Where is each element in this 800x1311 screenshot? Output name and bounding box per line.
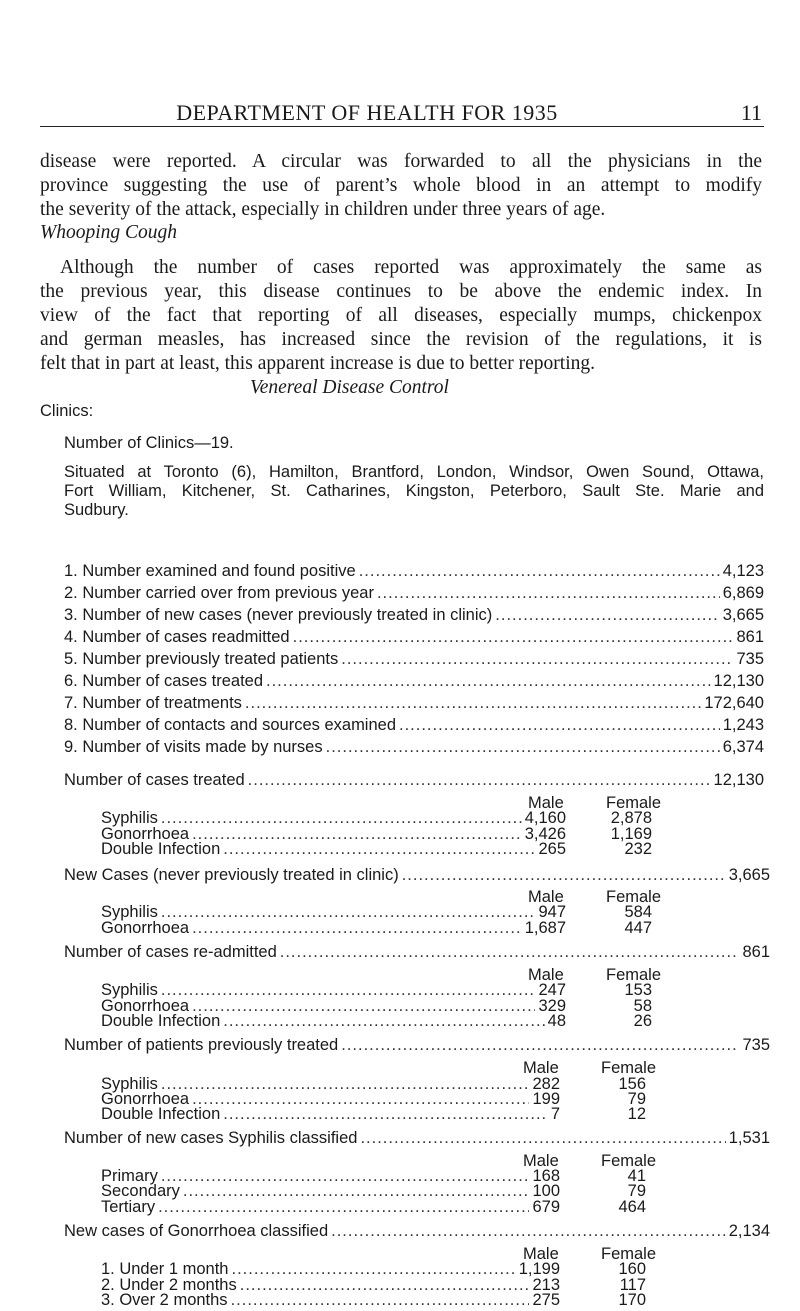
breakdown-row [101, 1011, 566, 1032]
leader-dots [341, 649, 733, 670]
section-total [64, 1221, 770, 1242]
leader-dots [495, 605, 719, 626]
breakdown-row-label: Gonorrhoea [101, 997, 190, 1015]
section-total-label: Number of new cases Syphilis classified [64, 1129, 358, 1147]
male-value: 48 [547, 1012, 566, 1030]
female-value: 160 [618, 1260, 646, 1278]
whooping-line: Although the number of cases reported was approximately the same as [60, 257, 762, 278]
section-total [64, 865, 770, 886]
leader-dots [399, 715, 720, 736]
leader-dots [377, 583, 720, 604]
venereal-disease-heading: Venereal Disease Control [250, 377, 449, 398]
stat-row [64, 649, 764, 670]
breakdown-row-label: Double Infection [101, 1012, 221, 1030]
stat-row-value: 861 [736, 628, 764, 646]
male-value: 168 [532, 1167, 560, 1185]
male-column-header: Male [528, 794, 564, 812]
leader-dots [192, 918, 522, 939]
leader-dots [223, 1104, 548, 1125]
male-value: 947 [538, 903, 566, 921]
female-column-header: Female [601, 1245, 657, 1263]
male-column-header: Male [528, 966, 564, 984]
section-total-label: New cases of Gonorrhoea classified [64, 1222, 329, 1240]
female-value: 153 [624, 981, 652, 999]
breakdown-row-label: 3. Over 2 months [101, 1291, 228, 1309]
intro-line: the severity of the attack, especially in children under three years of age. [40, 199, 606, 220]
breakdown-row [101, 1104, 560, 1125]
leader-dots [280, 942, 740, 963]
female-value: 464 [618, 1198, 646, 1216]
whooping-line: the previous year, this disease continues to be above the endemic index. In [40, 281, 762, 302]
stat-row-value: 12,130 [713, 672, 764, 690]
male-value: 282 [532, 1075, 560, 1093]
leader-dots [341, 1035, 739, 1056]
stat-row [64, 627, 764, 648]
breakdown-row [101, 839, 566, 860]
female-value: 1,169 [610, 825, 652, 843]
stat-row-value: 3,665 [722, 606, 764, 624]
female-value: 41 [627, 1167, 646, 1185]
leader-dots [223, 839, 535, 860]
stat-row-label: 7. Number of treatments [64, 694, 242, 712]
female-column-header: Female [601, 1152, 657, 1170]
section-total-label: Number of cases re-admitted [64, 943, 277, 961]
leader-dots [402, 865, 726, 886]
male-column-header: Male [523, 1152, 559, 1170]
leader-dots [293, 627, 734, 648]
male-value: 329 [538, 997, 566, 1015]
whooping-cough-paragraph [40, 256, 762, 376]
breakdown-row-label: 2. Under 2 months [101, 1276, 237, 1294]
leader-dots [331, 1221, 726, 1242]
page-number: 11 [740, 100, 762, 125]
breakdown-row-label: Secondary [101, 1182, 180, 1200]
section-total-label: Number of cases treated [64, 771, 245, 789]
leader-dots [360, 1128, 725, 1149]
section-total [64, 770, 764, 791]
female-value: 79 [627, 1182, 646, 1200]
male-value: 7 [550, 1105, 560, 1123]
breakdown-row [101, 918, 566, 939]
section-total [64, 1128, 770, 1149]
stat-row-label: 3. Number of new cases (never previously treated in clinic) [64, 606, 493, 624]
female-column-header: Female [601, 1059, 657, 1077]
female-column-header: Female [606, 888, 662, 906]
page-header [40, 96, 764, 126]
whooping-line: felt that in part at least, this apparent increase is due to better reporting. [40, 353, 596, 374]
breakdown-row-label: Gonorrhoea [101, 825, 190, 843]
breakdown-row [101, 1290, 560, 1311]
whooping-cough-heading: Whooping Cough [40, 222, 178, 243]
stat-row-label: 5. Number previously treated patients [64, 650, 339, 668]
stat-row [64, 693, 764, 714]
breakdown-row-label: Double Infection [101, 1105, 221, 1123]
breakdown-row-label: Syphilis [101, 1075, 158, 1093]
clinic-locations [64, 463, 764, 520]
section-total [64, 942, 770, 963]
female-value: 79 [627, 1090, 646, 1108]
section-total-label: Number of patients previously treated [64, 1036, 339, 1054]
stat-row-value: 6,374 [722, 738, 764, 756]
female-value: 584 [624, 903, 652, 921]
female-value: 170 [618, 1291, 646, 1309]
female-column-header: Female [606, 794, 662, 812]
breakdown-row-label: Gonorrhoea [101, 1090, 190, 1108]
male-value: 199 [532, 1090, 560, 1108]
stat-row-value: 172,640 [704, 694, 764, 712]
breakdown-row-label: Primary [101, 1167, 158, 1185]
male-value: 247 [538, 981, 566, 999]
stat-row [64, 561, 764, 582]
breakdown-row-label: Gonorrhoea [101, 919, 190, 937]
male-value: 1,199 [518, 1260, 560, 1278]
male-column-header: Male [523, 1245, 559, 1263]
header-rule [40, 126, 764, 127]
leader-dots [245, 693, 701, 714]
stat-row [64, 605, 764, 626]
male-value: 213 [532, 1276, 560, 1294]
breakdown-row-label: Syphilis [101, 809, 158, 827]
stat-row-value: 1,243 [722, 716, 764, 734]
section-total-value: 3,665 [728, 866, 770, 884]
locations-line: Situated at Toronto (6), Hamilton, Brantford, London, Windsor, Owen Sound, Ottawa, [64, 463, 764, 481]
stat-row-label: 4. Number of cases readmitted [64, 628, 290, 646]
breakdown-row-label: Syphilis [101, 981, 158, 999]
female-value: 117 [619, 1276, 646, 1294]
section-total-value: 2,134 [728, 1222, 770, 1240]
locations-line: Sudbury. [64, 501, 129, 519]
leader-dots [266, 671, 711, 692]
leader-dots [359, 561, 720, 582]
stat-row [64, 583, 764, 604]
leader-dots [231, 1290, 530, 1311]
number-of-clinics: Number of Clinics—19. [64, 434, 234, 452]
breakdown-row [101, 1197, 560, 1218]
section-total-value: 12,130 [713, 771, 764, 789]
female-value: 232 [624, 840, 652, 858]
intro-line: province suggesting the use of parent’s whole blood in an attempt to modify [40, 175, 762, 196]
female-value: 26 [633, 1012, 652, 1030]
clinics-label: Clinics: [40, 402, 94, 420]
male-value: 1,687 [524, 919, 566, 937]
intro-paragraph [40, 150, 762, 222]
stat-row-label: 9. Number of visits made by nurses [64, 738, 323, 756]
female-column-header: Female [606, 966, 662, 984]
stat-row-label: 6. Number of cases treated [64, 672, 264, 690]
stat-row-label: 2. Number carried over from previous year [64, 584, 374, 602]
female-value: 2,878 [610, 809, 652, 827]
male-value: 275 [532, 1291, 560, 1309]
leader-dots [248, 770, 711, 791]
male-value: 4,160 [524, 809, 566, 827]
stat-row-value: 735 [736, 650, 764, 668]
male-value: 3,426 [524, 825, 566, 843]
stat-row-label: 1. Number examined and found positive [64, 562, 356, 580]
stat-row [64, 737, 764, 758]
male-value: 100 [532, 1182, 560, 1200]
header-title: DEPARTMENT OF HEALTH FOR 1935 [176, 100, 558, 125]
female-value: 12 [627, 1105, 646, 1123]
leader-dots [223, 1011, 544, 1032]
stat-row [64, 671, 764, 692]
breakdown-row-label: Syphilis [101, 903, 158, 921]
whooping-line: view of the fact that reporting of all diseases, especially mumps, chickenpox [40, 305, 762, 326]
section-total-value: 861 [742, 943, 770, 961]
male-column-header: Male [528, 888, 564, 906]
section-total-value: 735 [742, 1036, 770, 1054]
leader-dots [158, 1197, 529, 1218]
whooping-line: and german measles, has increased since the revision of the regulations, it is [40, 329, 762, 350]
section-total-label: New Cases (never previously treated in clinic) [64, 866, 399, 884]
female-value: 58 [633, 997, 652, 1015]
male-value: 265 [538, 840, 566, 858]
female-value: 447 [624, 919, 652, 937]
section-total [64, 1035, 770, 1056]
breakdown-row-label: 1. Under 1 month [101, 1260, 229, 1278]
intro-line: disease were reported. A circular was forwarded to all the physicians in the [40, 151, 762, 172]
section-total-value: 1,531 [728, 1129, 770, 1147]
locations-line: Fort William, Kitchener, St. Catharines, Kingston, Peterboro, Sault Ste. Marie and [64, 482, 764, 500]
stat-row [64, 715, 764, 736]
male-column-header: Male [523, 1059, 559, 1077]
leader-dots [326, 737, 720, 758]
male-value: 679 [532, 1198, 560, 1216]
breakdown-row-label: Double Infection [101, 840, 221, 858]
breakdown-row-label: Tertiary [101, 1198, 156, 1216]
stat-row-value: 4,123 [722, 562, 764, 580]
female-value: 156 [618, 1075, 646, 1093]
stat-row-value: 6,869 [722, 584, 764, 602]
stat-row-label: 8. Number of contacts and sources examined [64, 716, 397, 734]
